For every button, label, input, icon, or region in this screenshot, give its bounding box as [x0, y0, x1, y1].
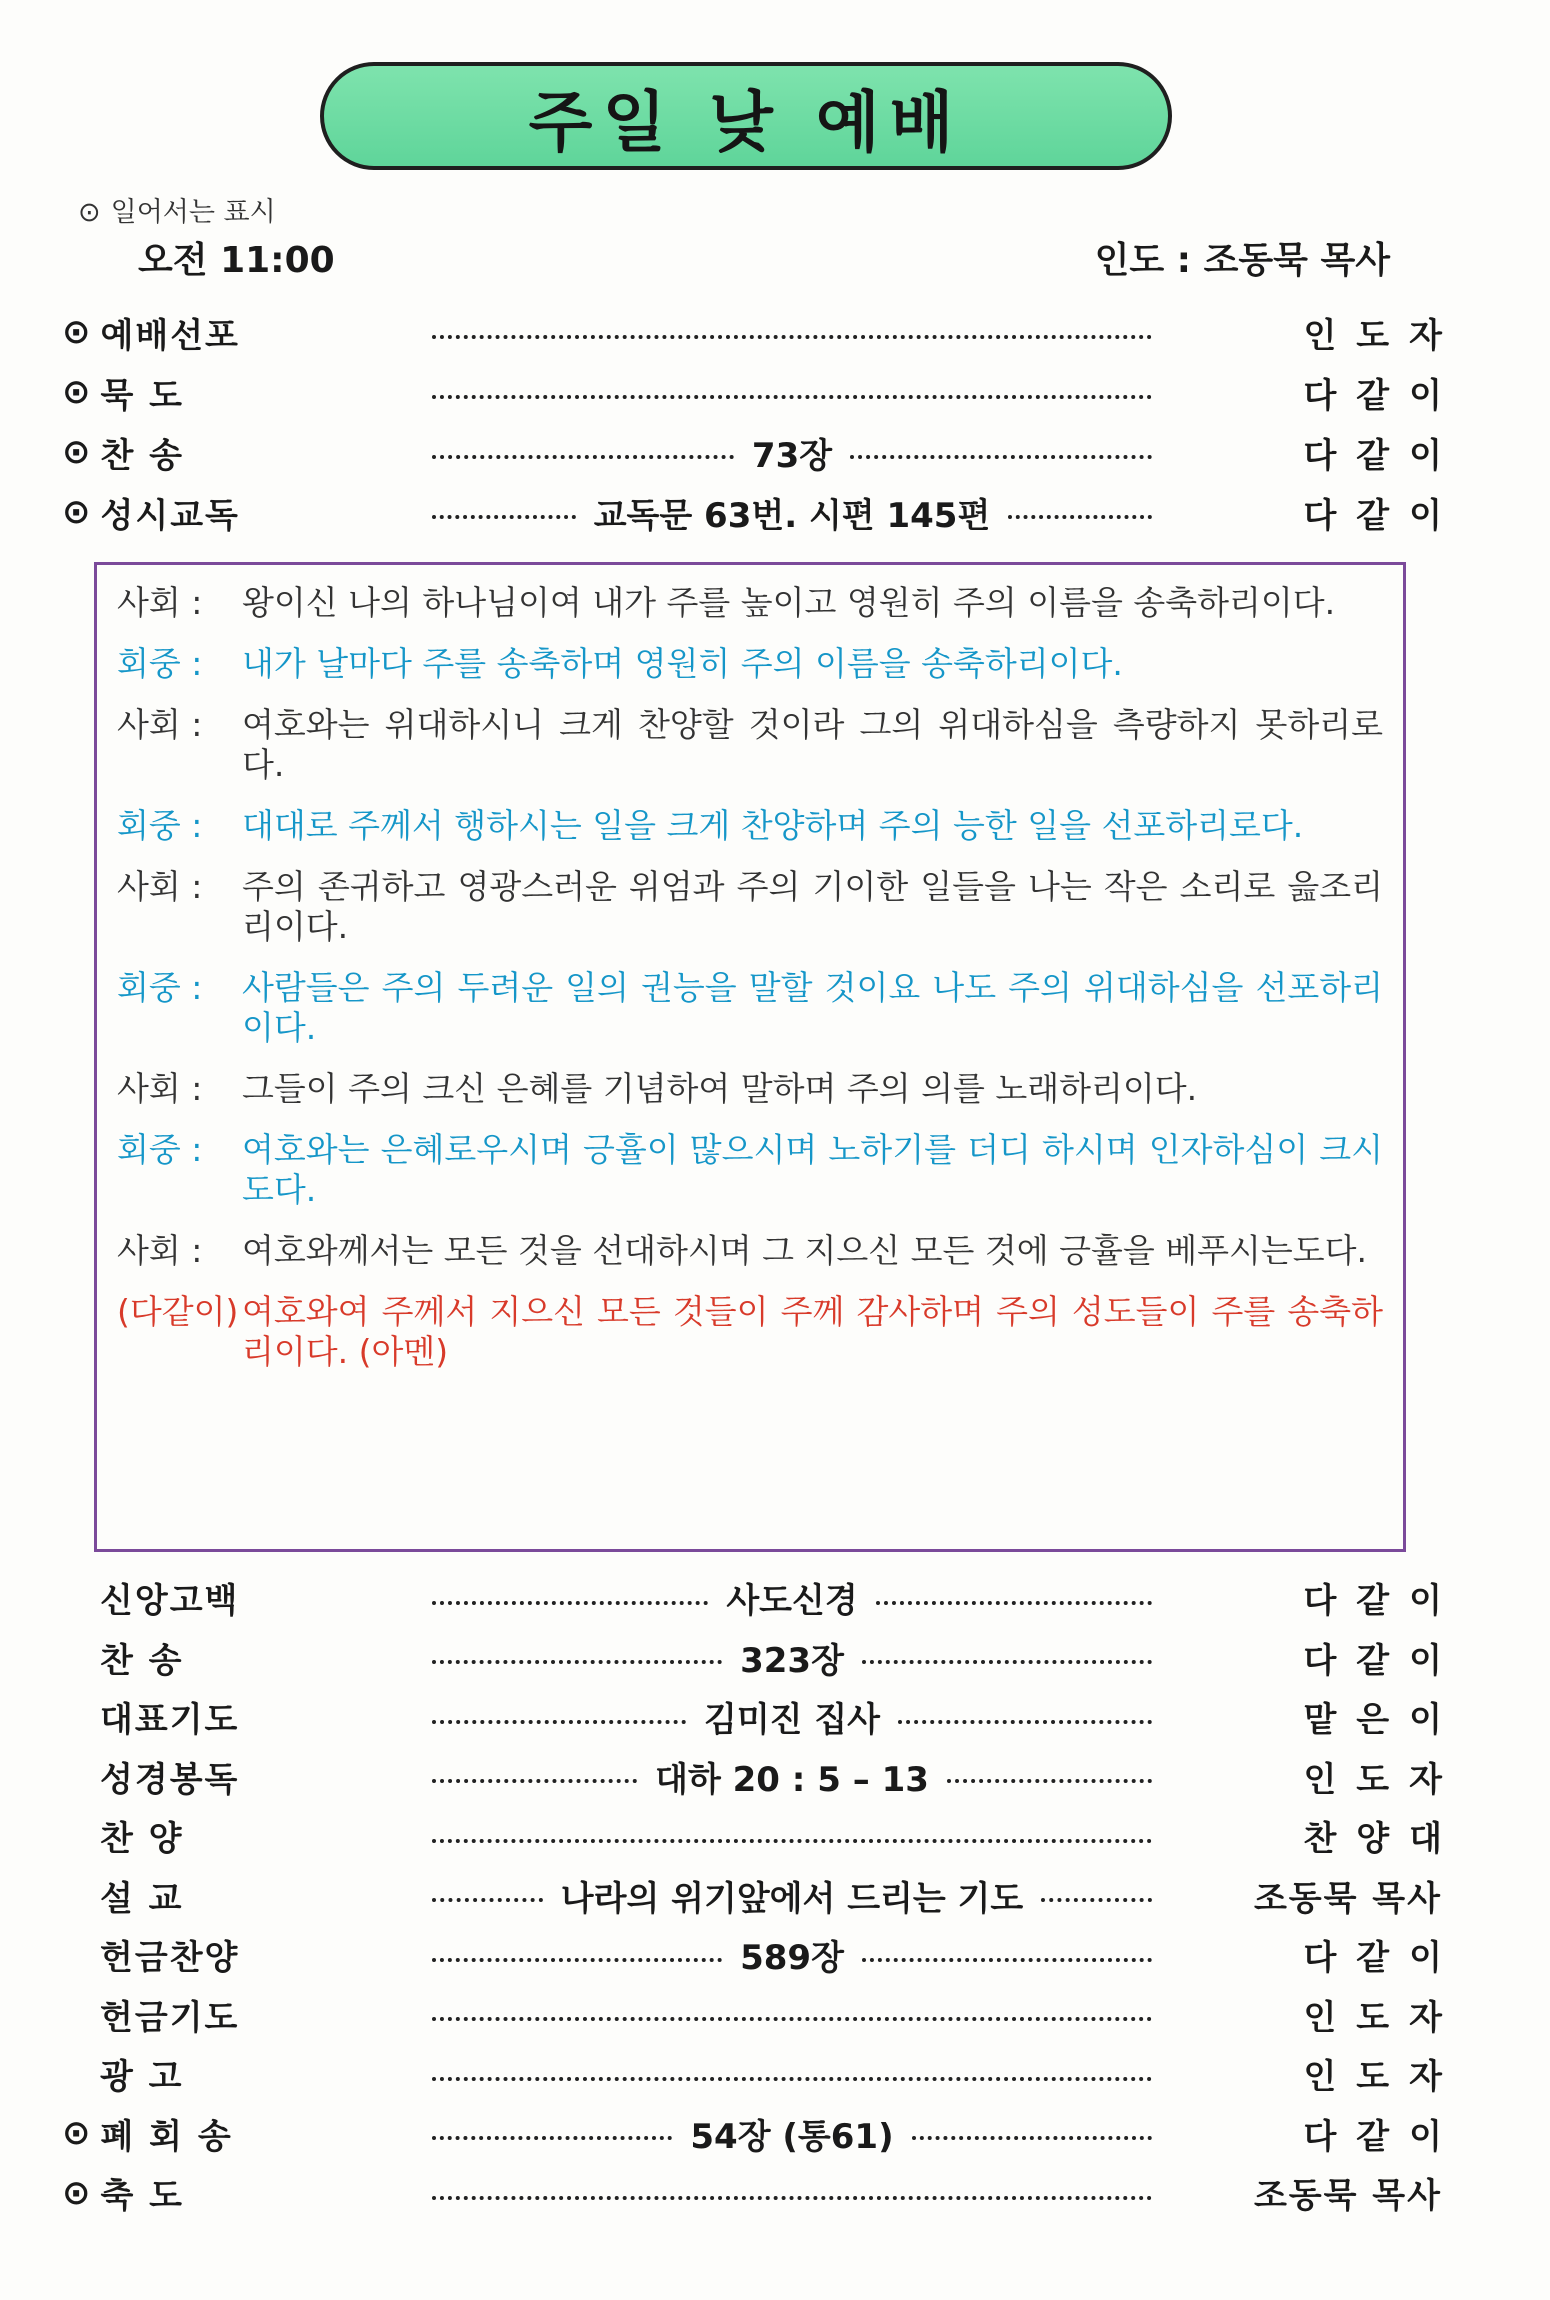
reading-line — [117, 1069, 1383, 1109]
reading-text: 사람들은 주의 두려운 일의 권능을 말할 것이요 나도 주의 위대하심을 선포하리이다. — [242, 968, 1383, 1047]
service-item-detail-text: 54장 (통61) — [690, 2116, 894, 2157]
order-of-service-bottom — [62, 1568, 1462, 2223]
dotted-leader — [432, 2196, 1152, 2200]
service-item-detail — [372, 1930, 1152, 1979]
reading-speaker: 사회 : — [117, 583, 203, 622]
reading-text: 왕이신 나의 하나님이여 내가 주를 높이고 영원히 주의 이름을 송축하리이다. — [242, 583, 1336, 622]
service-item-person: 인도자 — [1303, 1997, 1462, 2038]
service-item-detail — [372, 1692, 1152, 1741]
service-item-label-cell — [62, 1811, 372, 1860]
service-item-label: 신앙고백 — [100, 1581, 240, 1622]
service-item-row — [62, 1806, 1462, 1866]
reading-line — [117, 644, 1383, 684]
responsive-reading-box — [94, 562, 1406, 1552]
service-item-detail-text: 73장 — [751, 435, 833, 476]
service-item-detail-text: 김미진 집사 — [703, 1700, 881, 1741]
dotted-leader — [432, 2136, 672, 2140]
service-item-detail — [372, 488, 1152, 537]
dotted-leader — [432, 455, 734, 459]
service-item-person: 다같이 — [1303, 1938, 1462, 1979]
service-item-person: 인도자 — [1303, 315, 1462, 356]
service-item-detail — [372, 428, 1152, 477]
standing-mark-icon: ⊙ — [62, 372, 91, 412]
reading-speaker: 회중 : — [117, 806, 203, 845]
service-item-row — [62, 1568, 1462, 1628]
reading-speaker: 사회 : — [117, 1231, 203, 1270]
service-item-row — [62, 1687, 1462, 1747]
service-item-detail — [372, 1829, 1152, 1843]
reading-line — [117, 806, 1383, 846]
dotted-leader — [432, 395, 1152, 399]
service-item-label: 찬 송 — [100, 1640, 184, 1681]
reading-speaker: 회중 : — [117, 644, 203, 683]
reading-line — [117, 1130, 1383, 1210]
service-item-detail — [372, 2067, 1152, 2081]
service-item-detail — [372, 2186, 1152, 2200]
service-item-label-cell — [62, 368, 372, 417]
reading-text: 그들이 주의 크신 은혜를 기념하여 말하며 주의 의를 노래하리이다. — [242, 1069, 1198, 1108]
reading-speaker: 회중 : — [117, 968, 203, 1007]
dotted-leader — [432, 1958, 722, 1962]
service-item-person: 조동묵 목사 — [1253, 1878, 1442, 1919]
dotted-leader — [862, 1660, 1152, 1664]
service-item-person: 맡은이 — [1303, 1700, 1462, 1741]
reading-speaker: 사회 : — [117, 1069, 203, 1108]
service-item-label-cell — [62, 1752, 372, 1801]
service-item-person: 다같이 — [1303, 435, 1462, 476]
dotted-leader — [1041, 1898, 1152, 1902]
dotted-leader — [432, 2017, 1152, 2021]
service-item-label: 헌금찬양 — [100, 1938, 240, 1979]
service-item-person: 다같이 — [1303, 1640, 1462, 1681]
dotted-leader — [432, 335, 1152, 339]
service-item-label-cell — [62, 2168, 372, 2217]
dotted-leader — [432, 1660, 722, 1664]
dotted-leader — [947, 1779, 1152, 1783]
service-item-row — [62, 1985, 1462, 2045]
reading-speaker: 회중 : — [117, 1130, 203, 1169]
service-item-person: 인도자 — [1303, 2057, 1462, 2098]
service-item-detail-text: 교독문 63번. 시편 145편 — [593, 495, 991, 536]
service-item-label: 성시교독 — [100, 495, 240, 536]
service-item-row — [62, 2044, 1462, 2104]
service-item-detail-text: 나라의 위기앞에서 드리는 기도 — [560, 1878, 1024, 1919]
standing-mark-icon: ⊙ — [62, 312, 91, 352]
reading-text: 내가 날마다 주를 송축하며 영원히 주의 이름을 송축하리이다. — [242, 644, 1123, 683]
dotted-leader — [432, 1839, 1152, 1843]
service-item-person: 인도자 — [1303, 1759, 1462, 1800]
service-item-detail — [372, 325, 1152, 339]
service-item-label-cell — [62, 428, 372, 477]
dotted-leader — [432, 1601, 708, 1605]
service-item-detail — [372, 385, 1152, 399]
order-of-service-top — [62, 302, 1462, 542]
reading-text: 여호와여 주께서 지으신 모든 것들이 주께 감사하며 주의 성도들이 주를 송축하리이다. (아멘) — [242, 1292, 1383, 1371]
dotted-leader — [912, 2136, 1152, 2140]
service-item-label: 예배선포 — [100, 315, 240, 356]
reading-line — [117, 867, 1383, 947]
service-item-person: 다같이 — [1303, 1581, 1462, 1622]
service-item-person: 다같이 — [1303, 2116, 1462, 2157]
dotted-leader — [898, 1720, 1152, 1724]
reading-speaker: (다같이) — [117, 1292, 239, 1331]
service-item-label-cell — [62, 1990, 372, 2039]
service-item-label: 설 교 — [100, 1878, 184, 1919]
standing-mark-icon: ⊙ — [62, 432, 91, 472]
service-item-row — [62, 2163, 1442, 2223]
service-item-label: 묵 도 — [100, 375, 185, 416]
service-item-label: 찬 송 — [100, 435, 185, 476]
service-item-label-cell — [62, 1930, 372, 1979]
service-item-label-cell — [62, 2109, 372, 2158]
service-item-label-cell — [62, 308, 372, 357]
service-item-person: 다같이 — [1303, 375, 1462, 416]
service-item-label-cell — [62, 488, 372, 537]
standing-legend — [78, 190, 276, 229]
page-title: 주일 낮 예배 — [320, 62, 1172, 170]
reading-text: 주의 존귀하고 영광스러운 위엄과 주의 기이한 일들을 나는 작은 소리로 읊조리리이다. — [242, 867, 1383, 946]
reading-text: 대대로 주께서 행하시는 일을 크게 찬양하며 주의 능한 일을 선포하리로다. — [242, 806, 1304, 845]
dotted-leader — [432, 515, 576, 519]
service-item-label: 광 고 — [100, 2057, 184, 2098]
reading-text: 여호와는 위대하시니 크게 찬양할 것이라 그의 위대하심을 측량하지 못하리로다. — [242, 705, 1383, 784]
service-item-row — [62, 1866, 1442, 1926]
dotted-leader — [862, 1958, 1152, 1962]
service-item-detail — [372, 2109, 1152, 2158]
service-item-detail-text: 589장 — [740, 1938, 844, 1979]
service-item-label: 축 도 — [100, 2176, 185, 2217]
service-item-label: 찬 양 — [100, 1819, 184, 1860]
service-item-row — [62, 1747, 1462, 1807]
service-item-label-cell — [62, 1692, 372, 1741]
service-item-person: 찬양대 — [1303, 1819, 1462, 1860]
dotted-leader — [432, 1779, 637, 1783]
service-item-detail-text: 사도신경 — [726, 1581, 858, 1622]
reading-line — [117, 1231, 1383, 1271]
service-item-row — [62, 362, 1462, 422]
dotted-leader — [432, 1898, 543, 1902]
service-item-label-cell — [62, 1871, 372, 1920]
standing-mark-icon: ⊙ — [62, 2113, 91, 2154]
service-item-detail — [372, 1752, 1152, 1801]
dotted-leader — [432, 1720, 686, 1724]
dotted-leader — [432, 2077, 1152, 2081]
reading-line — [117, 705, 1383, 785]
service-item-label: 대표기도 — [100, 1700, 240, 1741]
service-item-row — [62, 302, 1462, 362]
legend-text: 일어서는 표시 — [110, 197, 276, 228]
service-leader: 인도 : 조동묵 목사 — [1094, 240, 1390, 281]
service-item-row — [62, 422, 1462, 482]
service-item-detail-text: 대하 20 : 5 – 13 — [655, 1759, 929, 1800]
dotted-leader — [876, 1601, 1152, 1605]
service-item-detail — [372, 1633, 1152, 1682]
dotted-leader — [1008, 515, 1152, 519]
reading-line — [117, 583, 1383, 623]
reading-text: 여호와는 은혜로우시며 긍휼이 많으시며 노하기를 더디 하시며 인자하심이 크시도다. — [242, 1130, 1383, 1209]
reading-speaker: 사회 : — [117, 705, 203, 744]
service-item-person: 조동묵 목사 — [1253, 2176, 1442, 2217]
service-item-row — [62, 1925, 1462, 1985]
service-item-label-cell — [62, 1573, 372, 1622]
service-item-label: 폐 회 송 — [100, 2116, 233, 2157]
standing-mark-icon: ⊙ — [62, 492, 91, 532]
service-time: 오전 11:00 — [138, 240, 335, 281]
service-item-label-cell — [62, 2049, 372, 2098]
service-item-label-cell — [62, 1633, 372, 1682]
reading-text: 여호와께서는 모든 것을 선대하시며 그 지으신 모든 것에 긍휼을 베푸시는도다. — [242, 1231, 1367, 1270]
reading-line — [117, 968, 1383, 1048]
service-item-row — [62, 482, 1462, 542]
service-item-detail — [372, 2007, 1152, 2021]
dotted-leader — [850, 455, 1152, 459]
service-item-detail — [372, 1573, 1152, 1622]
service-item-detail-text: 323장 — [740, 1640, 844, 1681]
service-item-row — [62, 2104, 1462, 2164]
reading-line — [117, 1292, 1383, 1372]
service-item-detail — [372, 1871, 1152, 1920]
service-item-label: 성경봉독 — [100, 1759, 240, 1800]
standing-mark-icon: ⊙ — [62, 2172, 91, 2213]
service-item-label: 헌금기도 — [100, 1997, 240, 2038]
service-item-person: 다같이 — [1303, 495, 1462, 536]
service-item-row — [62, 1628, 1462, 1688]
standing-mark-icon: ⊙ — [78, 197, 101, 228]
reading-speaker: 사회 : — [117, 867, 203, 906]
